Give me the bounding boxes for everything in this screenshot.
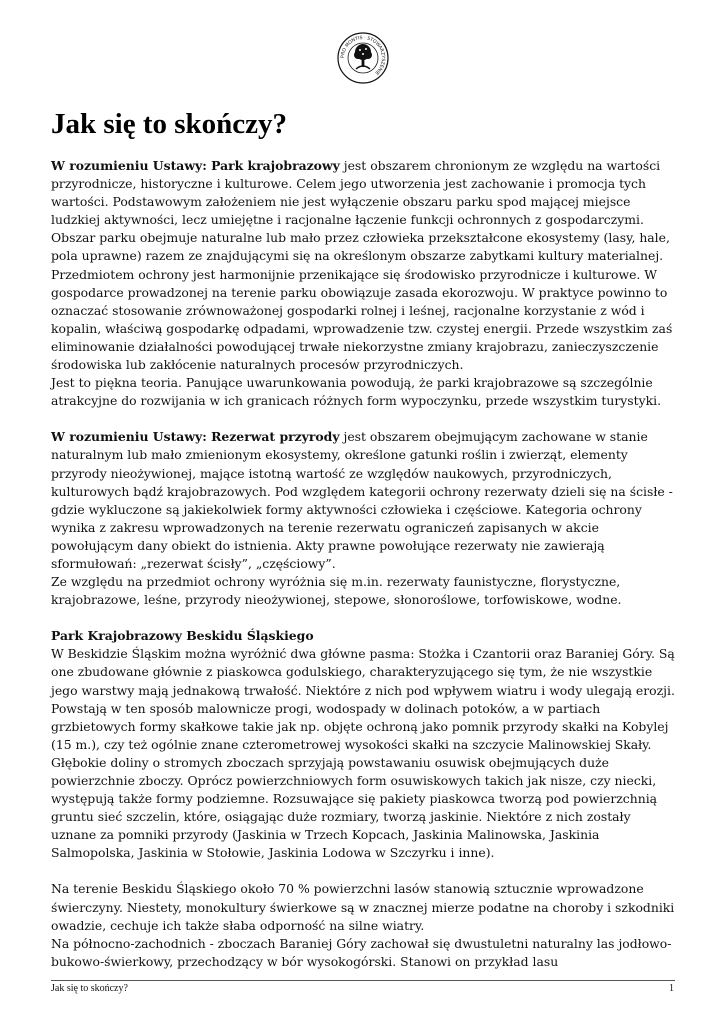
footer-title: Jak się to skończy? — [51, 983, 128, 994]
paragraph-beskid-geology: W Beskidzie Śląskim można wyróżnić dwa główne pasma: Stożka i Czantorii oraz Baraniej Góry. Są one zbudowane głównie z piaskowca godulskiego, charakteryzującego się tym, że nie wszystkie jego warstwy mają jednakową trwałość. Niektóre z nich pod wpływem wiatru i wody ulegają erozji. Powstają w ten sposób malownicze progi, wodospady w dolinach potoków, a w partiach grzbietowych formy skałkowe takie jak np. objęte ochroną jako pomnik przyrody skałki na Kobylej (15 m.), czy też ogólnie znane czterometrowej wysokości skałki na szczycie Malinowskiej Skały. Głębokie doliny o stromych zboczach sprzyjają powstawaniu osuwisk obejmujących duże powierzchnie zboczy. Oprócz powierzchniowych form osuwiskowych takich jak nisze, czy niecki, występują także formy podziemne. Rozsuwające się pakiety piaskowca tworzą pod powierzchnią gruntu sieć szczelin, które, osiągając duże rozmiary, tworzą jaskinie. Niektóre z nich zostały uznane za pomniki przyrody (Jaskinia w Trzech Kopcach, Jaskinia Malinowska, Jaskinia Salmopolska, Jaskinia w Stołowie, Jaskinia Lodowa w Szczyrku i inne). — [51, 646, 675, 861]
reserve-definition-lead: W rozumieniu Ustawy: Rezerwat przyrody — [51, 429, 340, 445]
reserve-definition-text: jest obszarem obejmującym zachowane w stanie naturalnym lub mało zmienionym ekosystemy, określone gatunki roślin i zwierząt, elementy przyrody nieożywionej, mające istotną wartość ze względów naukowych, przyrodniczych, kulturowych bądź krajobrazowych. Pod względem kategorii ochrony rezerwaty dzieli się na ścisłe - gdzie wykluczone są jakiekolwiek formy aktywności człowieka i częściowe. Kategoria ochrony wynika z zakresu wprowadzonych na terenie rezerwatu ograniczeń zapisanych w akcie powołującym dany obiekt do istnienia. Akty prawne powołujące rezerwaty nie zawierają sformułowań: „rezerwat ścisły”, „częściowy”. — [51, 429, 673, 571]
page-number: 1 — [669, 983, 674, 994]
park-definition-lead: W rozumieniu Ustawy: Park krajobrazowy — [51, 158, 340, 173]
footer-divider — [51, 980, 675, 981]
page-title: Jak się to skończy? — [51, 108, 288, 140]
tree-seal-icon — [354, 44, 372, 69]
paragraph-park-theory: Jest to piękna teoria. Panujące uwarunkowania powodują, że parki krajobrazowe są szczególnie atrakcyjne do rozwijania w ich granicach różnych form wypoczynku, przede wszystkim turystyki. — [51, 375, 662, 409]
article-body — [51, 157, 675, 971]
section-heading: Park Krajobrazowy Beskidu Śląskiego — [51, 628, 314, 644]
paragraph-spruce-forests: Na terenie Beskidu Śląskiego około 70 % powierzchni lasów stanowią sztucznie wprowadzone świerczyny. Niestety, monokultury świerkowe są w znacznej mierze podatne na choroby i szkodniki owadzie, cechuje ich także słaba odporność na silne wiatry. — [51, 881, 675, 933]
logo-ring-text: PRO MONTIS · STOWARZYSZENIE — [340, 35, 386, 76]
paragraph-reserve-types: Ze względu na przedmiot ochrony wyróżnia się m.in. rezerwaty faunistyczne, florystyczne, krajobrazowe, leśne, przyrody nieożywionej, stepowe, słonoroślowe, torfowiskowe, wodne. — [51, 574, 622, 608]
park-definition-text: jest obszarem chronionym ze względu na wartości przyrodnicze, historyczne i kulturowe. Celem jego utworzenia jest zachowanie i promocja tych wartości. Podstawowym założeniem nie jest wyłączenie obszaru parku spod mającej miejsce ludzkiej aktywności, lecz umiejętne i racjonalne łączenie funkcji ochronnych z gospodarczymi. Obszar parku obejmuje naturalne lub mało przez człowieka przekształcone ekosystemy (lasy, hale, pola uprawne) razem ze znajdującymi się na określonym obszarze zabytkami kultury materialnej. Przedmiotem ochrony jest harmonijnie przenikające się środowisko przyrodnicze i kulturowe. W gospodarce prowadzonej na terenie parku obowiązuje zasada ekorozwoju. W praktyce powinno to oznaczać stosowanie zrównoważonej gospodarki rolnej i leśnej, racjonalne korzystanie z wód i kopalin, właściwą gospodarkę odpadami, wprowadzenie tzw. czystej energii. Przede wszystkim zaś eliminowanie działalności powodującej trwałe niekorzystne zmiany krajobrazu, zanieczyszczenie środowiska lub zakłócenie naturalnych procesów przyrodniczych. — [51, 158, 673, 373]
paragraph-park-definition — [51, 157, 675, 374]
paragraph-reserve-definition — [51, 428, 675, 573]
paragraph-natural-forest: Na północno-zachodnich - zboczach Baraniej Góry zachował się dwustuletni naturalny las jodłowo-bukowo-świerkowy, przechodzący w bór wysokogórski. Stanowi on przykład lasu — [51, 935, 672, 969]
logo-seal — [337, 32, 389, 84]
